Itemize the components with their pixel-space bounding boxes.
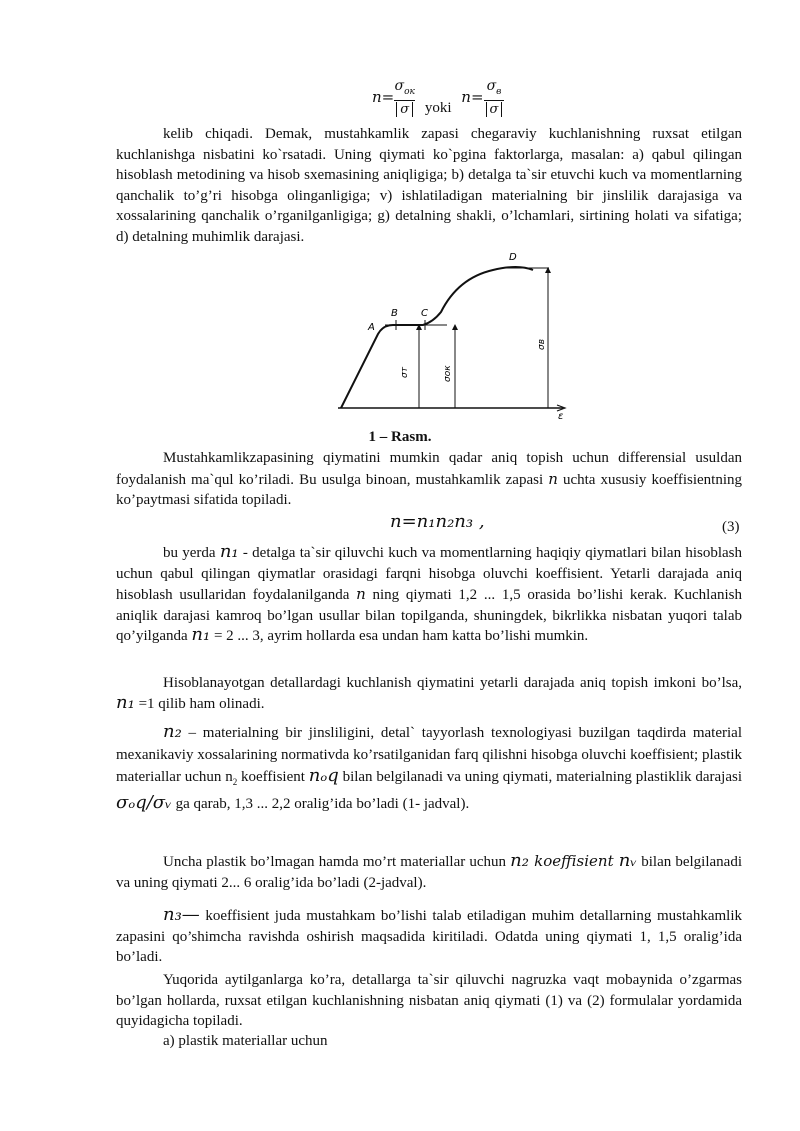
label-B: B bbox=[391, 308, 398, 319]
stress-strain-curve bbox=[341, 267, 533, 408]
paragraph-4: Hisoblanayotgan detallardagi kuchlanish qiymatini yetarli darajada aniq topish imkoni bo’lsa, n₁ =1 qilib ham olinadi. bbox=[116, 675, 742, 713]
paragraph-6: Uncha plastik bo’lmagan hamda mo’rt materiallar uchun n₂ koeffisient nᵥ bilan belgilanadi va uning qiymati 2... 6 oralig’ida bo’ladi (2-jadval). bbox=[116, 850, 742, 891]
label-sigma-v: σв bbox=[537, 338, 547, 350]
fraction-1: $\frac{\sigma_{ок}}{\sigma}$ bbox=[394, 78, 415, 117]
formula-or: yoki bbox=[424, 99, 452, 116]
paragraph-9: a) plastik materiallar uchun bbox=[163, 1033, 328, 1049]
paragraph-3: bu yerda n₁ - detalga ta`sir qiluvchi kuch va momentlarning haqiqiy qiymatlari bilan hisoblash uchun qabul qilingan qiymatlar orasidagi farqni hisobga oluvchi koeffisient. Yetarli darajada aniq hisoblash usullaridan foydalanilganda n ning qiymati 1,2 ... 1,5 orasida bo’lishi kerak. Kuchlanish aniqlik darajasi kamroq bo’lgan usullar bilan topilganda, shuningdek, bikrlikka nisbatan yuqori talab qo’yilganda n₁ = 2 ... 3, ayrim hollarda esa undan ham katta bo’lishi mumkin. bbox=[116, 541, 743, 645]
paragraph-5: n₂ – materialning bir jinsliligini, detal` tayyorlash texnologiyasi buzilgan taqdirda material mexanikaviy xossalarining normativda ko’rsatilganidan farq qilishni hisobga oluvchi koeffisient; plastik materiallar uchun $n_2$ koeffisient nₒq bilan belgilanadi va uning qiymati, materialning plastiklik darajasi σₒq/σᵥ ga qarab, 1,3 ... 2,2 oralig’ida bo’ladi (1- jadval). bbox=[116, 721, 742, 813]
label-A: A bbox=[368, 322, 375, 333]
paragraph-1: kelib chiqadi. Demak, mustahkamlik zapasi chegaraviy kuchlanishning ruxsat etilgan kuchlanishga nisbatini ko`rsatadi. Uning qiymati ko`pgina faktorlarga, masalan: a) qabul qilingan hisoblash metodining va hisob sxemasining aniqligiga; b) detalga ta`sir etuvchi kuch va momentlarning qanchalik to’g’ri hisobga olinganligiga; v) ishlatiladigan materialning bir jinslilik darajasiga va xossalarining qanchalik o’rganilganligiga; g) detalning shakli, o’lchamlari, sirtining holati va sifatiga; d) detalning muhimlik darajasi. bbox=[116, 126, 742, 245]
paragraph-8: Yuqorida aytilganlarga ko’ra, detallarga ta`sir qiluvchi nagruzka vaqt mobaynida o’zgarmas bo’lgan hollarda, ruxsat etilgan kuchlanishning nisbatan aniq qiymati (1) va (2) formulalar yordamida quyidagicha topiladi. bbox=[116, 972, 742, 1029]
label-sigma-ok: σок bbox=[443, 365, 453, 382]
label-sigma-t: σт bbox=[400, 367, 410, 378]
formula-top: n= $\frac{\sigma_{ок}}{\sigma}$ yoki n= $\frac{\sigma_в}{\sigma}$ bbox=[372, 78, 504, 119]
paragraph-2: Mustahkamlikzapasining qiymatini mumkin qadar aniq topish uchun differensial usuldan foydalanish ma`qul ko’riladi. Bu usulga binoan, mustahkamlik zapasi n uchta xususiy koeffisientning ko’paytmasi sifatida topiladi. bbox=[116, 450, 742, 508]
stress-strain-figure bbox=[333, 250, 573, 420]
paragraph-7: n₃— koeffisient juda mustahkam bo’lishi talab etiladigan muhim detallarning mustahkamlik zapasini qo’shimcha ravishda oshirish maqsadida kiritiladi. Odatda uning qiymati 1, 1,5 oralig’ida bo’ladi. bbox=[116, 904, 742, 965]
figure-caption: 1 – Rasm. bbox=[368, 429, 432, 445]
formula-3-number: (3) bbox=[722, 519, 740, 535]
label-C: C bbox=[421, 308, 428, 319]
label-end: ε bbox=[558, 411, 564, 420]
formula-3: n=n₁n₂n₃ , bbox=[390, 511, 485, 532]
fraction-2: $\frac{\sigma_в}{\sigma}$ bbox=[484, 78, 505, 119]
label-D: D bbox=[509, 252, 517, 263]
